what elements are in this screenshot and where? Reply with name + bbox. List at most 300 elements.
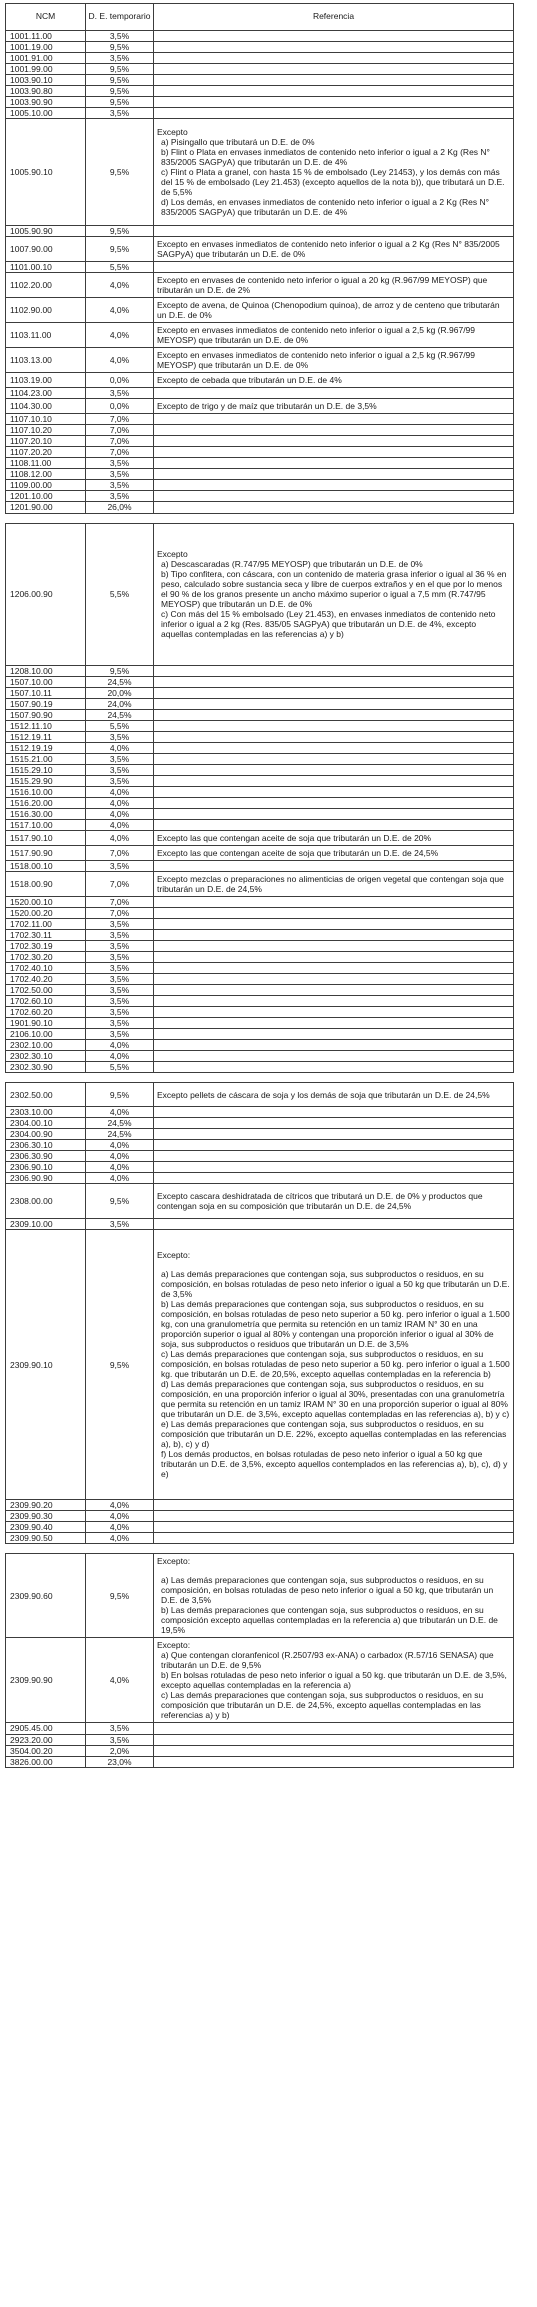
ncm-code: 1702.60.10: [6, 995, 86, 1006]
ncm-code: 1512.19.11: [6, 731, 86, 742]
referencia-cell: [154, 348, 514, 373]
referencia-item: f) Los demás productos, en bolsas rotuladas de peso neto inferior o igual a 50 kg que tributarán un D.E. de 3,5%, excepto aquellos contemplados en las referencias a), b), c), d) y e): [161, 1449, 508, 1480]
referencia-cell: [154, 860, 514, 871]
referencia-cell: [154, 262, 514, 273]
referencia-item: a) Pisingallo que tributará un D.E. de 0%: [161, 137, 315, 148]
referencia-item: c) Las demás preparaciones que contengan soja, sus subproductos o residuos, en su composición que tributarán un D.E. de 24,5%, excepto aquellas contempladas en las referencias a) y b): [161, 1690, 484, 1721]
de-rate: 5,5%: [86, 262, 154, 273]
spacer: [157, 1566, 510, 1575]
referencia-cell: [154, 973, 514, 984]
referencia-cell: [154, 1734, 514, 1745]
ncm-code: 2304.00.10: [6, 1118, 86, 1129]
referencia-item: b) En bolsas rotuladas de peso neto inferior o igual a 50 kg. que tributarán un D.E. de 3,5%, excepto aquellas contempladas en la referencia a): [161, 1670, 507, 1691]
de-rate: 20,0%: [86, 687, 154, 698]
referencia-cell: [154, 845, 514, 860]
referencia-cell: [154, 53, 514, 64]
gap-cell: [6, 1073, 514, 1083]
referencia-cell: [154, 1219, 514, 1230]
ncm-code: 1206.00.90: [6, 523, 86, 665]
table-row: [6, 388, 514, 399]
table-row: [6, 995, 514, 1006]
referencia-cell: [154, 1723, 514, 1734]
ncm-code: 1109.00.00: [6, 480, 86, 491]
referencia-intro: Excepto: [157, 548, 188, 559]
ncm-code: 1515.21.00: [6, 753, 86, 764]
referencia-cell: [154, 808, 514, 819]
ncm-code: 1208.10.00: [6, 665, 86, 676]
referencia-cell: [154, 764, 514, 775]
referencia-cell: [154, 786, 514, 797]
referencia-cell: [154, 1140, 514, 1151]
de-rate: 3,5%: [86, 929, 154, 940]
ncm-code: 1107.10.20: [6, 425, 86, 436]
referencia-cell: [154, 698, 514, 709]
table-row: [6, 1129, 514, 1140]
ncm-code: 1108.11.00: [6, 458, 86, 469]
referencia-cell: [154, 1029, 514, 1040]
table-row: [6, 1230, 514, 1500]
referencia-cell: [154, 323, 514, 348]
table-row: [6, 1522, 514, 1533]
table-row: [6, 1006, 514, 1017]
table-row: [6, 469, 514, 480]
de-rate: 4,0%: [86, 1500, 154, 1511]
referencia-cell: [154, 237, 514, 262]
ncm-code: 1515.29.10: [6, 764, 86, 775]
table-row: [6, 237, 514, 262]
referencia-cell: [154, 1107, 514, 1118]
ncm-code: 1107.20.20: [6, 447, 86, 458]
table-row: [6, 414, 514, 425]
de-rate: 4,0%: [86, 1051, 154, 1062]
referencia-cell: [154, 31, 514, 42]
ncm-code: 1102.20.00: [6, 273, 86, 298]
table-row: [6, 984, 514, 995]
table-row: [6, 97, 514, 108]
ncm-code: 1702.11.00: [6, 918, 86, 929]
ncm-code: 2306.90.10: [6, 1162, 86, 1173]
table-row: [6, 1173, 514, 1184]
table-row: [6, 458, 514, 469]
table-row: [6, 676, 514, 687]
referencia-item: a) Las demás preparaciones que contengan soja, sus subproductos o residuos, en su composición, en bolsas rotuladas de peso neto inferior o igual a 50 kg, que tributarán un D.E. de 3,5%: [161, 1575, 494, 1606]
de-rate: 0,0%: [86, 373, 154, 388]
de-rate: 24,0%: [86, 698, 154, 709]
de-rate: 24,5%: [86, 676, 154, 687]
de-rate: 3,5%: [86, 31, 154, 42]
referencia-cell: [154, 64, 514, 75]
table-row: [6, 436, 514, 447]
ncm-code: 1517.10.00: [6, 819, 86, 830]
table-row: [6, 1151, 514, 1162]
referencia-cell: [154, 42, 514, 53]
referencia-cell: [154, 731, 514, 742]
ncm-code: 1516.20.00: [6, 797, 86, 808]
referencia-item: b) Tipo confitera, con cáscara, con un contenido de materia grasa inferior o igual al 36 % en peso, calculado sobre sustancia seca y libre de cuerpos extraños y en el que por lo menos el 90 % de los granos presente un ancho máximo superior o igual a 7,5 mm (R.747/95 MEYOSP) que tributarán un D.E. de 0%: [161, 568, 507, 609]
referencia-cell: [154, 1184, 514, 1219]
de-rate: 9,5%: [86, 75, 154, 86]
ncm-code: 2923.20.00: [6, 1734, 86, 1745]
referencia-cell: [154, 830, 514, 845]
referencia-cell: [154, 1173, 514, 1184]
ncm-code: 1901.90.10: [6, 1017, 86, 1028]
header-referencia: Referencia: [154, 4, 514, 31]
referencia-cell: [154, 1083, 514, 1107]
ncm-code: 2309.90.10: [6, 1230, 86, 1500]
table-row: [6, 720, 514, 731]
referencia-intro: Excepto en envases de contenido neto inferior o igual a 20 kg (R.967/99 MEYOSP) que tributarán un D.E. de 2%: [157, 275, 488, 296]
table-row: [6, 753, 514, 764]
de-rate: 23,0%: [86, 1756, 154, 1767]
referencia-cell: [154, 940, 514, 951]
table-row: [6, 1500, 514, 1511]
table-row: [6, 819, 514, 830]
de-rate: 3,5%: [86, 731, 154, 742]
referencia-intro: Excepto:: [157, 1556, 191, 1567]
de-rate: 4,0%: [86, 1173, 154, 1184]
header-ncm: NCM: [6, 4, 86, 31]
ncm-code: 2302.30.10: [6, 1051, 86, 1062]
referencia-cell: [154, 1162, 514, 1173]
referencia-cell: [154, 1745, 514, 1756]
referencia-cell: [154, 1051, 514, 1062]
ncm-code: 1518.00.10: [6, 860, 86, 871]
ncm-code: 2302.30.90: [6, 1062, 86, 1073]
de-rate: 9,5%: [86, 119, 154, 226]
de-rate: 4,0%: [86, 1638, 154, 1723]
referencia-intro: Excepto:: [157, 1640, 191, 1651]
referencia-item: c) Con más del 15 % embolsado (Ley 21.453), en envases inmediatos de contenido neto inferior o igual a 2 kg (Res. 835/05 SAGPyA) que tributarán un D.E. de 4%, excepto aquellas contempladas en las referencias a) y b): [161, 609, 496, 640]
table-row: [6, 698, 514, 709]
referencia-cell: [154, 226, 514, 237]
de-rate: 4,0%: [86, 819, 154, 830]
table-row: [6, 119, 514, 226]
referencia-cell: [154, 1118, 514, 1129]
table-row: [6, 731, 514, 742]
de-rate: 24,5%: [86, 1118, 154, 1129]
de-rate: 3,5%: [86, 753, 154, 764]
referencia-cell: [154, 951, 514, 962]
referencia-cell: [154, 918, 514, 929]
de-rate: 24,5%: [86, 1129, 154, 1140]
ncm-code: 3826.00.00: [6, 1756, 86, 1767]
de-rate: 2,0%: [86, 1745, 154, 1756]
referencia-item: d) Los demás, en envases inmediatos de contenido neto inferior o igual a 2 Kg (Res N° 835/2005 SAGPyA) que tributarán un D.E. de 4%: [161, 197, 490, 218]
referencia-cell: [154, 436, 514, 447]
referencia-item: d) Las demás preparaciones que contengan soja, sus subproductos o residuos, en su composición, en una proporción inferior o igual al 30%, presentadas con una granulometría que permita su retención en un tamiz IRAM N° 30 en una proporción superior o igual al 80% que tributarán un D.E. de 3,5%, excepto aquellas contempladas en las referencias a), b) y c): [161, 1379, 510, 1420]
ncm-code: 1103.13.00: [6, 348, 86, 373]
ncm-code: 1507.90.90: [6, 709, 86, 720]
referencia-item: b) Las demás preparaciones que contengan soja, sus subproductos o residuos, en su composición, en bolsas rotuladas de peso neto superior a 50 kg. pero inferior o igual a 1.500 kg, con una granulometría que permita su retención en un tamiz IRAM N° 30 en una proporción superior o igual al 80% y contengan una proporción inferior o igual al 30% de soja, sus subproductos o residuos que tributarán un D.E. de 3,5%: [161, 1299, 510, 1350]
referencia-cell: [154, 1533, 514, 1544]
ncm-code: 1104.23.00: [6, 388, 86, 399]
referencia-cell: [154, 1040, 514, 1051]
referencia-intro: Excepto pellets de cáscara de soja y los demás de soja que tributarán un D.E. de 24,5%: [157, 1089, 490, 1100]
referencia-item: c) Flint o Plata a granel, con hasta 15 % de embolsado (Ley 21453), y los demás con más del 15 % de embolsado (Ley 21.453) (excepto aquellos de la nota b)), que tributará un D.E. de 5,5%: [161, 167, 505, 198]
referencia-cell: [154, 388, 514, 399]
de-rate: 3,5%: [86, 108, 154, 119]
ncm-code: 2302.10.00: [6, 1040, 86, 1051]
referencia-cell: [154, 523, 514, 665]
ncm-code: 2309.90.90: [6, 1638, 86, 1723]
ncm-code: 2308.00.00: [6, 1184, 86, 1219]
de-rate: 3,5%: [86, 1006, 154, 1017]
de-rate: 3,5%: [86, 53, 154, 64]
ncm-code: 1103.11.00: [6, 323, 86, 348]
ncm-code: 1201.90.00: [6, 502, 86, 513]
table-row: [6, 108, 514, 119]
de-rate: 3,5%: [86, 995, 154, 1006]
referencia-cell: [154, 414, 514, 425]
table-row: [6, 1107, 514, 1118]
table-row: [6, 1734, 514, 1745]
table-row: [6, 973, 514, 984]
table-row: [6, 502, 514, 513]
referencia-cell: [154, 742, 514, 753]
ncm-code: 1507.10.00: [6, 676, 86, 687]
table-gap: [6, 1073, 514, 1083]
referencia-intro: Excepto en envases inmediatos de contenido neto inferior o igual a 2 Kg (Res N° 835/2005 SAGPyA) que tributarán un D.E. de 0%: [157, 239, 500, 260]
referencia-cell: [154, 491, 514, 502]
referencia-cell: [154, 1062, 514, 1073]
referencia-cell: [154, 1500, 514, 1511]
referencia-cell: [154, 720, 514, 731]
referencia-item: e) Las demás preparaciones que contengan soja, sus subproductos o residuos, en su composición que tributarán un D.E. 22%, excepto aquellas contempladas en las referencias a), b), c) y d): [161, 1419, 507, 1450]
de-rate: 4,0%: [86, 786, 154, 797]
ncm-code: 1702.60.20: [6, 1006, 86, 1017]
ncm-code: 1001.11.00: [6, 31, 86, 42]
de-rate: 3,5%: [86, 388, 154, 399]
ncm-code: 1512.19.19: [6, 742, 86, 753]
ncm-code: 1702.30.11: [6, 929, 86, 940]
de-rate: 7,0%: [86, 447, 154, 458]
ncm-code: 2309.10.00: [6, 1219, 86, 1230]
ncm-code: 3504.00.20: [6, 1745, 86, 1756]
table-row: [6, 665, 514, 676]
ncm-code: 2106.10.00: [6, 1029, 86, 1040]
de-rate: 3,5%: [86, 1723, 154, 1734]
referencia-cell: [154, 97, 514, 108]
table-row: [6, 709, 514, 720]
referencia-cell: [154, 469, 514, 480]
table-row: [6, 399, 514, 414]
de-rate: 3,5%: [86, 1017, 154, 1028]
ncm-code: 1507.10.11: [6, 687, 86, 698]
de-rate: 9,5%: [86, 1184, 154, 1219]
table-row: [6, 929, 514, 940]
gap-cell: [6, 513, 514, 523]
de-rate: 9,5%: [86, 237, 154, 262]
ncm-code: 1102.90.00: [6, 298, 86, 323]
referencia-cell: [154, 929, 514, 940]
referencia-intro: Excepto en envases inmediatos de contenido neto inferior o igual a 2,5 kg (R.967/99 MEYOSP) que tributarán un D.E. de 0%: [157, 325, 476, 346]
gap-cell: [6, 1544, 514, 1554]
ncm-code: 1520.00.20: [6, 907, 86, 918]
referencia-intro: Excepto en envases inmediatos de contenido neto inferior o igual a 2,5 kg (R.967/99 MEYOSP) que tributarán un D.E. de 0%: [157, 350, 476, 371]
table-row: [6, 962, 514, 973]
ncm-code: 1201.10.00: [6, 491, 86, 502]
referencia-cell: [154, 871, 514, 896]
table-row: [6, 940, 514, 951]
referencia-cell: [154, 775, 514, 786]
de-rate: 4,0%: [86, 1522, 154, 1533]
referencia-cell: [154, 709, 514, 720]
de-rate: 5,5%: [86, 1062, 154, 1073]
de-rate: 4,0%: [86, 808, 154, 819]
de-rate: 7,0%: [86, 414, 154, 425]
table-row: [6, 262, 514, 273]
table-row: [6, 860, 514, 871]
table-row: [6, 1745, 514, 1756]
referencia-cell: [154, 480, 514, 491]
referencia-intro: Excepto: [157, 127, 188, 138]
referencia-cell: [154, 458, 514, 469]
ncm-code: 1518.00.90: [6, 871, 86, 896]
de-rate: 7,0%: [86, 845, 154, 860]
de-rate: 7,0%: [86, 871, 154, 896]
ncm-code: 1107.10.10: [6, 414, 86, 425]
ncm-code: 2303.10.00: [6, 1107, 86, 1118]
referencia-cell: [154, 1511, 514, 1522]
header-de-temporario: D. E. temporario: [86, 4, 154, 31]
referencia-cell: [154, 1151, 514, 1162]
referencia-intro: Excepto mezclas o preparaciones no alimenticias de origen vegetal que contengan soja que tributarán un D.E. de 24,5%: [157, 873, 504, 894]
table-row: [6, 53, 514, 64]
de-rate: 9,5%: [86, 64, 154, 75]
ncm-code: 2309.90.20: [6, 1500, 86, 1511]
de-rate: 3,5%: [86, 951, 154, 962]
referencia-cell: [154, 1756, 514, 1767]
referencia-cell: [154, 797, 514, 808]
referencia-cell: [154, 665, 514, 676]
table-row: [6, 42, 514, 53]
table-row: [6, 775, 514, 786]
de-rate: 4,0%: [86, 1511, 154, 1522]
table-row: [6, 871, 514, 896]
de-rate: 9,5%: [86, 1083, 154, 1107]
table-row: [6, 31, 514, 42]
referencia-cell: [154, 962, 514, 973]
ncm-code: 2306.30.90: [6, 1151, 86, 1162]
ncm-code: 2309.90.60: [6, 1554, 86, 1638]
referencia-cell: [154, 399, 514, 414]
de-rate: 4,0%: [86, 1107, 154, 1118]
table-row: [6, 1062, 514, 1073]
table-row: [6, 907, 514, 918]
table-row: [6, 951, 514, 962]
de-rate: 4,0%: [86, 298, 154, 323]
ncm-code: 1702.30.20: [6, 951, 86, 962]
de-rate: 4,0%: [86, 742, 154, 753]
referencia-cell: [154, 1230, 514, 1500]
table-row: [6, 1638, 514, 1723]
table-row: [6, 1040, 514, 1051]
de-rate: 7,0%: [86, 907, 154, 918]
referencia-intro: Excepto de cebada que tributarán un D.E. de 4%: [157, 375, 342, 386]
table-row: [6, 742, 514, 753]
ncm-code: 1003.90.80: [6, 86, 86, 97]
table-row: [6, 797, 514, 808]
table-row: [6, 64, 514, 75]
referencia-cell: [154, 753, 514, 764]
table-row: [6, 808, 514, 819]
table-row: [6, 1083, 514, 1107]
ncm-code: 2304.00.90: [6, 1129, 86, 1140]
referencia-intro: Excepto las que contengan aceite de soja que tributarán un D.E. de 20%: [157, 832, 432, 843]
de-rate: 3,5%: [86, 1029, 154, 1040]
de-rate: 26,0%: [86, 502, 154, 513]
ncm-code: 1003.90.10: [6, 75, 86, 86]
table-gap: [6, 513, 514, 523]
de-rate: 9,5%: [86, 86, 154, 97]
de-rate: 9,5%: [86, 665, 154, 676]
de-rate: 24,5%: [86, 709, 154, 720]
table-row: [6, 75, 514, 86]
referencia-item: a) Descascaradas (R.747/95 MEYOSP) que tributarán un D.E. de 0%: [161, 558, 423, 569]
referencia-cell: [154, 119, 514, 226]
de-rate: 4,0%: [86, 1040, 154, 1051]
table-row: [6, 1533, 514, 1544]
de-rate: 3,5%: [86, 973, 154, 984]
table-row: [6, 447, 514, 458]
referencia-cell: [154, 1129, 514, 1140]
ncm-code: 1001.19.00: [6, 42, 86, 53]
ncm-code: 1007.90.00: [6, 237, 86, 262]
referencia-item: c) Las demás preparaciones que contengan soja, sus subproductos o residuos, en su composición, en bolsas rotuladas de peso neto superior a 50 kg. pero inferior o igual a 1.500 kg. que tributarán un D.E. de 20,5%, excepto aquellas contempladas en la referencia b): [161, 1349, 510, 1380]
de-rate: 3,5%: [86, 775, 154, 786]
ncm-code: 1005.90.90: [6, 226, 86, 237]
referencia-cell: [154, 907, 514, 918]
ncm-code: 1001.91.00: [6, 53, 86, 64]
table-row: [6, 323, 514, 348]
tariff-sheet: [5, 3, 513, 1768]
table-gap: [6, 1544, 514, 1554]
table-row: [6, 491, 514, 502]
referencia-cell: [154, 1638, 514, 1723]
referencia-cell: [154, 1554, 514, 1638]
table-row: [6, 273, 514, 298]
ncm-code: 1101.00.10: [6, 262, 86, 273]
referencia-cell: [154, 687, 514, 698]
de-rate: 3,5%: [86, 764, 154, 775]
table-row: [6, 373, 514, 388]
table-row: [6, 1554, 514, 1638]
table-row: [6, 830, 514, 845]
ncm-code: 1507.90.19: [6, 698, 86, 709]
de-rate: 4,0%: [86, 1533, 154, 1544]
de-rate: 4,0%: [86, 1140, 154, 1151]
ncm-code: 1702.40.10: [6, 962, 86, 973]
referencia-cell: [154, 984, 514, 995]
de-rate: 4,0%: [86, 830, 154, 845]
referencia-intro: Excepto de trigo y de maíz que tributarán un D.E. de 3,5%: [157, 401, 377, 412]
table-row: [6, 1118, 514, 1129]
ncm-code: 2309.90.50: [6, 1533, 86, 1544]
table-header-row: [6, 4, 514, 31]
table-row: [6, 1140, 514, 1151]
de-rate: 9,5%: [86, 1554, 154, 1638]
de-rate: 3,5%: [86, 480, 154, 491]
ncm-code: 1107.20.10: [6, 436, 86, 447]
referencia-cell: [154, 86, 514, 97]
table-row: [6, 764, 514, 775]
ncm-code: 1003.90.90: [6, 97, 86, 108]
referencia-item: b) Flint o Plata en envases inmediatos de contenido neto inferior o igual a 2 Kg (Res N° 835/2005 SAGPyA) que tributarán un D.E. de 4%: [161, 147, 490, 168]
referencia-intro: Excepto cascara deshidratada de cítricos que tributará un D.E. de 0% y productos que contengan soja en su composición que tributarán un D.E. de 24,5%: [157, 1191, 483, 1212]
de-rate: 9,5%: [86, 97, 154, 108]
referencia-cell: [154, 995, 514, 1006]
referencia-cell: [154, 447, 514, 458]
